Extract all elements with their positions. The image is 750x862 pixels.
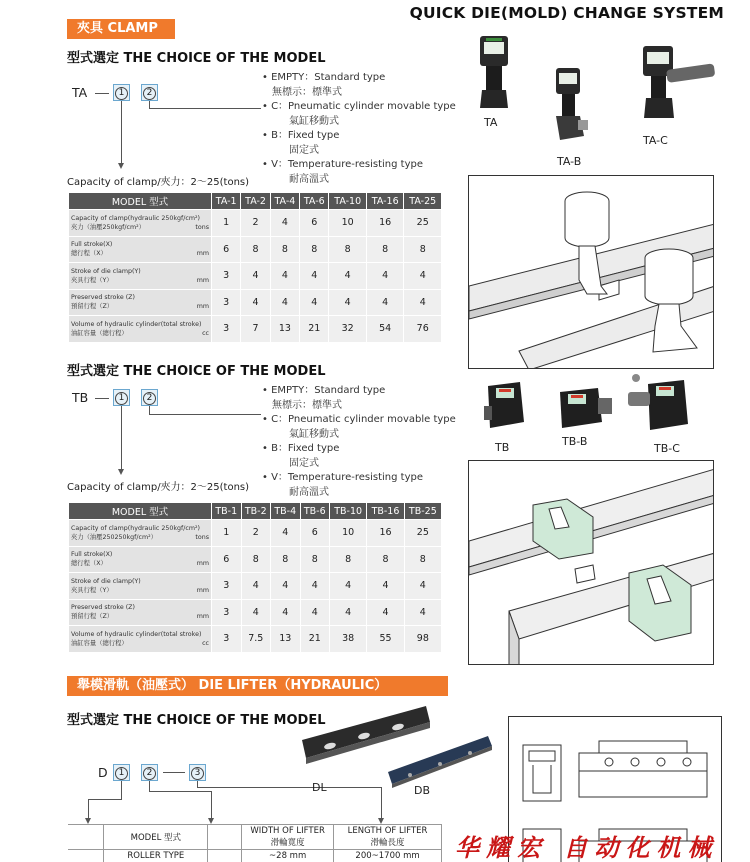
lifter-th-length-zh: 滑輪長度 [370,838,405,848]
tb-th-2: TB-2 [241,503,271,520]
lifter-leader-3-down [381,787,382,819]
ta-table-cell: 21 [300,316,329,343]
tb-table-cell: 4 [300,599,330,626]
tb-b-photo [560,388,612,428]
ta-photo [480,36,508,108]
ta-row-label-en: Volume of hydraulic cylinder(total stroke) [71,320,202,328]
tb-table-cell: 13 [271,626,301,653]
lifter-table-header-row [68,825,442,850]
ta-options-list [262,71,456,187]
ta-table-cell: 3 [212,289,241,316]
tb-spec-table [68,502,442,653]
tb-choice-title: 型式選定 THE CHOICE OF THE MODEL [67,364,326,379]
tb-row-label-en: Stroke of die clamp(Y) [71,577,141,585]
tb-table-cell: 1 [212,520,242,547]
ta-table-cell: 25 [404,210,442,237]
tb-table-cell: 8 [330,546,367,573]
lifter-th-length [334,825,442,850]
tb-table-cell: 8 [367,546,404,573]
tb-table-cell: 4 [271,520,301,547]
lifter-leader-1-down [88,799,89,819]
ta-row-unit: cc [202,329,209,337]
ta-option-empty: • EMPTY：Standard type [262,72,386,83]
tb-option-c-zh: 氣缸移動式 [289,428,339,440]
lifter-td-length: 200~1700 mm [334,850,442,862]
ta-b-photo [556,68,588,140]
tb-table-cell: 21 [300,626,330,653]
tb-code-box-2-label: 2 [143,392,156,405]
tb-th-4: TB-4 [271,503,301,520]
lifter-th-length-en: LENGTH OF LIFTER [347,826,428,836]
ta-row-label-zh: 油缸容量（總行程） cc [71,329,209,337]
lifter-th-width-en: WIDTH OF LIFTER [250,826,325,836]
ta-code-dash [95,93,109,94]
tb-option-b-zh: 固定式 [289,457,319,469]
ta-table-cell: 4 [241,289,270,316]
tb-table-cell: 4 [271,573,301,600]
lifter-product-photos [300,700,500,790]
ta-th-6: TA-6 [300,193,329,210]
tb-table-cell: 4 [241,573,271,600]
tb-table-cell: 4 [367,573,404,600]
tb-photo-label: TB [495,441,510,454]
ta-row-label-en: Stroke of die clamp(Y) [71,267,141,275]
ta-c-photo [643,46,715,118]
tb-row-label-en: Volume of hydraulic cylinder(total stroke) [71,630,202,638]
tb-row-label [69,573,212,600]
lifter-th-blank [68,825,104,850]
db-photo-label: DB [414,784,431,797]
tb-table-cell: 38 [330,626,367,653]
lifter-th-width [242,825,334,850]
lifter-leader-2-h [149,791,211,792]
ta-code-box-1 [113,84,130,101]
tb-row-label-en: Capacity of clamp(hydraulic 250kgf/cm²) [71,524,200,532]
tb-table-cell: 3 [212,626,242,653]
lifter-leader-2-v [149,781,150,791]
ta-table-cell: 4 [300,263,329,290]
ta-table-row [69,289,442,316]
tb-th-16: TB-16 [367,503,404,520]
lifter-td-blank-2 [208,850,242,862]
tb-code-box-1 [113,389,130,406]
tb-b-photo-label: TB-B [562,435,588,448]
ta-table-cell: 54 [366,316,404,343]
tb-row-label [69,520,212,547]
ta-table-cell: 6 [212,236,241,263]
tb-capacity-leader [121,406,122,470]
ta-clamp-diagram-drawing [469,176,714,369]
tb-row-unit: cc [202,639,209,647]
tb-table-cell: 7.5 [241,626,271,653]
tb-clamp-diagram [468,460,714,665]
ta-table-cell: 6 [300,210,329,237]
ta-code-box-2-label: 2 [143,87,156,100]
ta-table-cell: 4 [404,289,442,316]
ta-row-label [69,289,212,316]
tb-row-label-en: Full stroke(X) [71,551,113,559]
lifter-section-badge: 舉模滑軌（油壓式） DIE LIFTER（HYDRAULIC） [67,676,448,696]
tb-table-cell: 2 [241,520,271,547]
ta-spec-table [68,192,442,343]
watermark-text: 华耀宏 自动化机械 [455,833,719,862]
tb-table-header-row [69,503,442,520]
ta-table-cell: 2 [241,210,270,237]
tb-table-cell: 8 [271,546,301,573]
tb-option-v: • V：Temperature-resisting type [262,472,424,483]
ta-table-cell: 4 [366,289,404,316]
ta-photo-label: TA [484,116,498,129]
ta-row-label-zh: 夾具行程（Y） mm [71,276,209,284]
tb-row-unit: mm [196,560,209,568]
ta-table-cell: 8 [270,236,299,263]
lifter-th-model: MODEL 型式 [104,825,208,850]
lifter-code-dash [163,772,185,773]
ta-th-10: TA-10 [329,193,367,210]
tb-table-cell: 4 [241,599,271,626]
lifter-spec-table [68,824,442,862]
tb-row-unit: mm [196,586,209,594]
tb-option-leader-h [149,414,261,415]
ta-row-unit: tons [195,223,209,231]
tb-row-label-zh: 夾具行程（Y） mm [71,586,209,594]
ta-capacity-text: Capacity of clamp/夾力：2～25(tons) [67,177,250,188]
ta-code-box-2 [141,84,158,101]
ta-option-leader-h [149,108,261,109]
tb-table-cell: 4 [300,573,330,600]
ta-table-body [69,210,442,343]
tb-th-model: MODEL 型式 [69,503,212,520]
lifter-td-roller: ROLLER TYPE [104,850,208,862]
ta-row-label-en: Capacity of clamp(hydraulic 250kgf/cm²) [71,214,200,222]
tb-table-cell: 55 [367,626,404,653]
tb-table-cell: 6 [212,546,242,573]
ta-table-cell: 8 [329,236,367,263]
ta-option-v: • V：Temperature-resisting type [262,159,424,170]
ta-table-cell: 4 [404,263,442,290]
tb-row-label [69,626,212,653]
ta-table-cell: 76 [404,316,442,343]
ta-row-label-en: Full stroke(X) [71,241,113,249]
tb-table-cell: 6 [300,520,330,547]
ta-row-label-zh: 預留行程（Z） mm [71,303,209,311]
ta-b-photo-label: TA-B [557,155,582,168]
tb-options-list [262,384,456,500]
tb-capacity-arrow [118,469,124,475]
tb-code-box-1-label: 1 [115,392,128,405]
tb-row-label-zh: 預留行程（Z） mm [71,613,209,621]
tb-option-c: • C：Pneumatic cylinder movable type [262,414,456,425]
ta-table-cell: 4 [270,210,299,237]
tb-code-prefix: TB [72,390,89,405]
ta-table-cell: 4 [270,263,299,290]
lifter-code-box-3 [189,764,206,781]
ta-table-header-row [69,193,442,210]
ta-table-cell: 16 [366,210,404,237]
tb-table-cell: 4 [330,573,367,600]
tb-table-cell: 4 [271,599,301,626]
ta-table-row [69,263,442,290]
tb-photo [484,382,524,428]
ta-th-model: MODEL 型式 [69,193,212,210]
tb-table-row [69,520,442,547]
ta-table-row [69,316,442,343]
ta-th-4: TA-4 [270,193,299,210]
ta-clamp-diagram [468,175,714,369]
tb-table-cell: 8 [241,546,271,573]
lifter-code-box-3-label: 3 [191,767,204,780]
ta-table-cell: 3 [212,263,241,290]
lifter-code-box-2-label: 2 [143,767,156,780]
tb-row-label-en: Preserved stroke (Z) [71,604,135,612]
ta-c-photo-label: TA-C [643,134,668,147]
ta-th-2: TA-2 [241,193,270,210]
tb-th-25: TB-25 [404,503,441,520]
tb-row-label [69,599,212,626]
tb-table-cell: 98 [404,626,441,653]
lifter-code-box-2 [141,764,158,781]
tb-table-cell: 10 [330,520,367,547]
ta-table-cell: 32 [329,316,367,343]
tb-capacity-text: Capacity of clamp/夾力：2～25(tons) [67,482,250,493]
tb-row-label-zh: 油缸容量（總行程） cc [71,639,209,647]
lifter-code-box-1 [113,764,130,781]
tb-option-b: • B：Fixed type [262,443,340,454]
lifter-td-width: ~28 mm [242,850,334,862]
tb-row-unit: mm [196,613,209,621]
tb-code-box-2 [141,389,158,406]
ta-table-cell: 4 [329,289,367,316]
lifter-td-blank [68,850,104,862]
tb-c-photo [628,374,688,430]
ta-option-c-zh: 氣缸移動式 [289,115,339,127]
ta-option-v-zh: 耐高溫式 [289,173,329,185]
ta-table-cell: 10 [329,210,367,237]
ta-table-cell: 8 [241,236,270,263]
lifter-code-box-1-label: 1 [115,767,128,780]
db-photo [388,736,492,788]
ta-table-cell: 7 [241,316,270,343]
tb-th-1: TB-1 [212,503,242,520]
tb-table-cell: 3 [212,599,242,626]
ta-table-cell: 4 [366,263,404,290]
tb-table-cell: 3 [212,573,242,600]
ta-table-cell: 1 [212,210,241,237]
dl-photo [302,706,430,764]
ta-th-25: TA-25 [404,193,442,210]
tb-table-cell: 4 [404,573,441,600]
clamp-section-badge: 夾具 CLAMP [67,19,175,39]
lifter-table-row [68,850,442,862]
ta-th-1: TA-1 [212,193,241,210]
ta-table-cell: 8 [366,236,404,263]
tb-table-cell: 4 [367,599,404,626]
ta-row-unit: mm [196,303,209,311]
lifter-th-blank-2 [208,825,242,850]
tb-clamp-diagram-drawing [469,461,714,665]
page-header-title: QUICK DIE(MOLD) CHANGE SYSTEM [409,4,724,22]
ta-table-row [69,236,442,263]
tb-option-v-zh: 耐高溫式 [289,486,329,498]
tb-option-empty: • EMPTY：Standard type [262,385,386,396]
ta-table-cell: 4 [300,289,329,316]
tb-table-cell: 25 [404,520,441,547]
tb-th-6: TB-6 [300,503,330,520]
ta-option-empty-zh: 無標示：標準式 [272,86,342,98]
ta-table-cell: 4 [329,263,367,290]
ta-row-unit: mm [196,276,209,284]
tb-row-label-zh: 總行程（X） mm [71,560,209,568]
tb-row-unit: tons [195,533,209,541]
ta-option-b: • B：Fixed type [262,130,340,141]
tb-table-cell: 4 [404,599,441,626]
tb-table-cell: 4 [330,599,367,626]
ta-th-16: TA-16 [366,193,404,210]
lifter-th-width-zh: 滑輪寬度 [270,838,305,848]
lifter-leader-1-v [121,781,122,799]
tb-c-photo-label: TB-C [654,442,680,455]
tb-table-row [69,599,442,626]
ta-table-cell: 4 [270,289,299,316]
lifter-choice-title: 型式選定 THE CHOICE OF THE MODEL [67,713,326,728]
tb-code-dash [95,398,109,399]
ta-row-label [69,263,212,290]
ta-code-box-1-label: 1 [115,87,128,100]
ta-table-cell: 8 [404,236,442,263]
tb-table-cell: 8 [404,546,441,573]
ta-option-c: • C：Pneumatic cylinder movable type [262,101,456,112]
ta-choice-title: 型式選定 THE CHOICE OF THE MODEL [67,51,326,66]
ta-row-label [69,210,212,237]
tb-table-cell: 8 [300,546,330,573]
ta-table-cell: 3 [212,316,241,343]
dl-photo-label: DL [312,781,327,794]
tb-row-label [69,546,212,573]
tb-table-cell: 16 [367,520,404,547]
tb-th-10: TB-10 [330,503,367,520]
ta-capacity-arrow [118,163,124,169]
ta-table-cell: 8 [300,236,329,263]
ta-capacity-leader [121,101,122,164]
ta-row-unit: mm [196,250,209,258]
ta-code-prefix: TA [72,85,88,100]
ta-table-cell: 13 [270,316,299,343]
ta-row-label [69,236,212,263]
ta-row-label-en: Preserved stroke (Z) [71,294,135,302]
tb-table-body [69,520,442,653]
ta-row-label-zh: 總行程（X） mm [71,250,209,258]
tb-row-label-zh: 夾力（油壓250250kgf/cm²） tons [71,533,209,541]
tb-table-row [69,626,442,653]
tb-product-photos [478,372,728,444]
ta-row-label-zh: 夾力（油壓250kgf/cm²） tons [71,223,209,231]
tb-option-empty-zh: 無標示：標準式 [272,399,342,411]
tb-table-row [69,573,442,600]
tb-table-row [69,546,442,573]
ta-table-row [69,210,442,237]
lifter-code-prefix: D [98,765,108,780]
ta-row-label [69,316,212,343]
lifter-leader-2-down [211,791,212,819]
ta-option-b-zh: 固定式 [289,144,319,156]
lifter-leader-1-h [88,799,122,800]
ta-table-cell: 4 [241,263,270,290]
ta-product-photos [468,28,738,173]
